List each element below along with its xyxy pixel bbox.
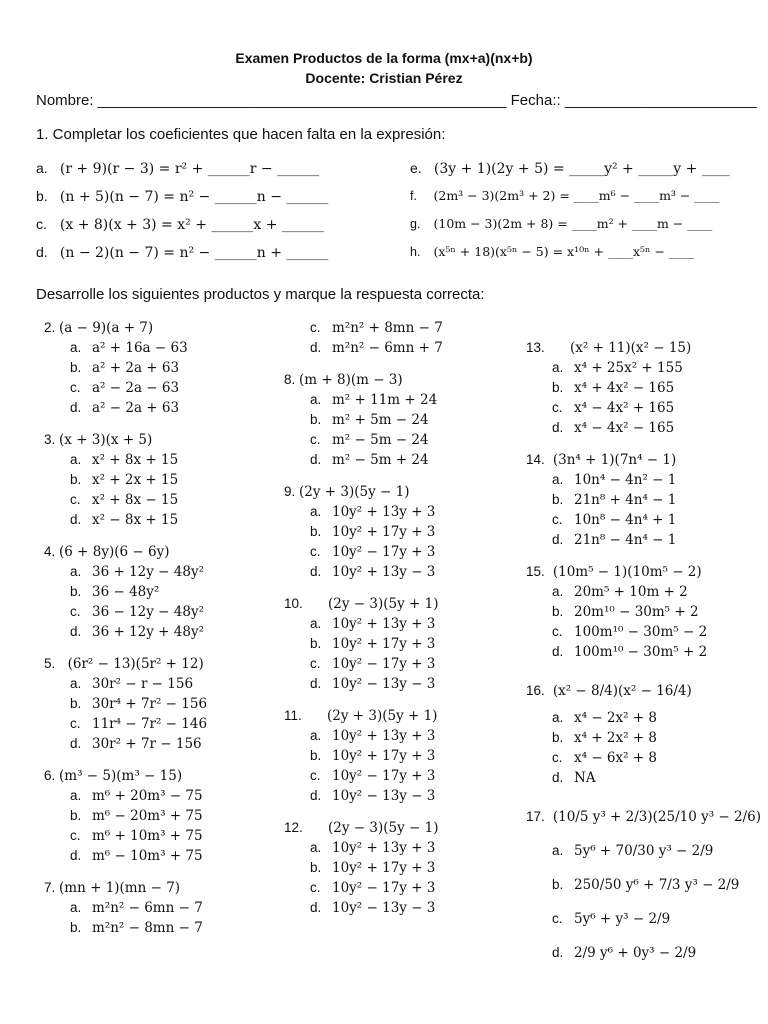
question-expression: (x² − 8/4)(x² − 16/4) [548,683,692,699]
option-label: a. [552,584,564,599]
answer-option[interactable] [526,530,761,550]
spacer [284,806,443,818]
answer-option[interactable] [44,490,207,510]
option-expression: 2/9 y⁶ + 0y³ − 2/9 [574,945,697,961]
option-expression: a² − 2a + 63 [92,400,180,416]
answer-option[interactable] [526,902,761,936]
option-label: d. [310,900,322,915]
answer-option[interactable] [284,726,443,746]
option-expression: x² + 8x + 15 [92,452,179,468]
option-label: c. [310,656,321,671]
question-number: 3. [44,432,56,447]
spacer [284,358,443,370]
answer-option[interactable] [526,868,761,902]
question-expression: (2y − 3)(5y + 1) [306,596,439,612]
option-label: c. [310,432,321,447]
answer-option[interactable] [44,562,207,582]
option-expression: 10y² − 13y − 3 [332,788,436,804]
question-expression: (a − 9)(a + 7) [59,320,154,336]
question-number: 9. [284,484,296,499]
answer-option[interactable] [44,846,207,866]
name-date-line: Nombre: _________________________________________________ Fecha:: _______________________ [36,92,757,109]
option-label: b. [70,808,82,823]
exam-title: Examen Productos de la forma (mx+a)(nx+b) [235,50,533,66]
option-label: a. [310,728,322,743]
question-number: 15. [526,564,545,579]
answer-option[interactable] [44,674,207,694]
answer-option[interactable] [526,602,761,622]
option-expression: 10n⁸ − 4n⁴ + 1 [574,512,677,528]
option-label: c. [70,380,81,395]
answer-option[interactable] [44,714,207,734]
option-expression: x⁴ − 2x² + 8 [574,710,658,726]
answer-option[interactable] [44,786,207,806]
section1-heading: 1. Completar los coeficientes que hacen falta en la expresión: [36,126,446,143]
option-expression: 10y² + 17y + 3 [332,860,436,876]
option-expression: m⁶ + 10m³ + 75 [92,828,203,844]
answer-option[interactable] [44,450,207,470]
answer-option[interactable] [44,806,207,826]
q1-item-d: d. (n − 2)(n − 7) = n² − ______n + ______ [36,244,329,261]
q1-item-g: g. (10m − 3)(2m + 8) = ____m² + ____m − ____ [410,216,713,231]
question-expression: (2y + 3)(5y − 1) [299,484,410,500]
answer-option[interactable] [44,470,207,490]
option-label: b. [310,748,322,763]
option-label: d. [310,788,322,803]
option-label: b. [310,636,322,651]
option-label: b. [70,696,82,711]
option-label: a. [310,392,322,407]
option-expression: m² + 11m + 24 [332,392,438,408]
question-number: 4. [44,544,56,559]
question-expression: (6r² − 13)(5r² + 12) [59,656,204,672]
answer-option[interactable] [284,430,443,450]
option-label: c. [70,828,81,843]
option-expression: m⁶ − 10m³ + 75 [92,848,203,864]
spacer [526,788,761,800]
answer-option[interactable] [284,898,443,918]
option-expression: 30r⁴ + 7r² − 156 [92,696,208,712]
option-expression: x² + 8x − 15 [92,492,179,508]
option-expression: 10y² − 17y + 3 [332,768,436,784]
question-expression: (m + 8)(m − 3) [299,372,403,388]
option-expression: m² − 5m + 24 [332,452,429,468]
option-expression: m²n² + 8mn − 7 [332,320,443,336]
answer-option[interactable] [44,378,207,398]
option-label: d. [70,400,82,415]
answer-option[interactable] [284,522,443,542]
option-label: b. [310,860,322,875]
teacher-name: Docente: Cristian Pérez [305,70,463,86]
question-header [284,370,443,390]
option-expression: 36 + 12y + 48y² [92,624,204,640]
question-expression: (2y + 3)(5y + 1) [305,708,438,724]
option-label: c. [552,400,563,415]
option-expression: x⁴ + 4x² − 165 [574,380,675,396]
option-label: d. [310,564,322,579]
question-header [526,800,761,834]
option-expression: 10y² − 13y − 3 [332,900,436,916]
blank-row [526,318,761,338]
answer-option[interactable] [526,378,761,398]
option-expression: 30r² − r − 156 [92,676,194,692]
option-expression: 10y² + 13y + 3 [332,728,436,744]
option-label: c. [552,750,563,765]
option-label: b. [70,584,82,599]
q1-item-f: f. (2m³ − 3)(2m³ + 2) = ____m⁶ − ____m³ − ____ [410,188,720,203]
option-label: c. [70,604,81,619]
question-expression: (10m⁵ − 1)(10m⁵ − 2) [548,564,702,580]
question-expression: (x² + 11)(x² − 15) [548,340,692,356]
question-expression: (6 + 8y)(6 − 6y) [59,544,170,560]
option-expression: 10y² + 17y + 3 [332,636,436,652]
option-label: b. [70,360,82,375]
answer-option[interactable] [284,338,443,358]
option-label: a. [552,843,564,858]
option-expression: 21n⁸ − 4n⁴ − 1 [574,532,677,548]
option-label: c. [552,911,563,926]
answer-option[interactable] [284,502,443,522]
question-header [284,706,443,726]
question-header [44,542,207,562]
spacer [44,418,207,430]
answer-option[interactable] [284,858,443,878]
option-label: a. [70,452,82,467]
spacer [526,550,761,562]
option-label: a. [310,840,322,855]
question-header [526,450,761,470]
answer-option[interactable] [44,622,207,642]
answer-option[interactable] [284,838,443,858]
spacer [44,754,207,766]
question-number: 10. [284,596,303,611]
option-label: d. [552,945,564,960]
question-expression: (mn + 1)(mn − 7) [59,880,181,896]
option-expression: a² + 16a − 63 [92,340,188,356]
question-header [44,654,207,674]
option-expression: m²n² − 6mn + 7 [332,340,443,356]
answer-option[interactable] [44,918,207,938]
option-label: d. [70,624,82,639]
option-label: d. [552,420,564,435]
option-expression: 10y² − 17y + 3 [332,656,436,672]
spacer [526,438,761,450]
question-number: 16. [526,683,545,698]
answer-option[interactable] [284,318,443,338]
answer-option[interactable] [284,674,443,694]
question-expression: (3n⁴ + 1)(7n⁴ − 1) [548,452,677,468]
question-column-3 [526,318,761,970]
answer-option[interactable] [526,748,761,768]
option-expression: x² + 2x + 15 [92,472,179,488]
answer-option[interactable] [284,450,443,470]
q1-item-b: b. (n + 5)(n − 7) = n² − ______n − ______ [36,188,329,205]
option-expression: 100m¹⁰ − 30m⁵ + 2 [574,644,708,660]
answer-option[interactable] [44,602,207,622]
answer-option[interactable] [44,510,207,530]
option-expression: 10y² − 13y − 3 [332,676,436,692]
answer-option[interactable] [526,642,761,662]
question-number: 11. [284,708,302,723]
answer-option[interactable] [44,734,207,754]
question-column-1 [44,318,207,938]
option-expression: 10y² + 17y + 3 [332,748,436,764]
option-expression: 36 − 12y − 48y² [92,604,204,620]
answer-option[interactable] [284,390,443,410]
option-label: c. [70,492,81,507]
question-header [526,338,761,358]
answer-option[interactable] [526,936,761,970]
q1-item-c: c. (x + 8)(x + 3) = x² + ______x + ______ [36,216,324,233]
question-number: 14. [526,452,545,467]
option-expression: 10y² + 17y + 3 [332,524,436,540]
question-number: 2. [44,320,56,335]
option-label: d. [70,512,82,527]
option-label: a. [552,472,564,487]
answer-option[interactable] [284,614,443,634]
answer-option[interactable] [526,582,761,602]
answer-option[interactable] [284,746,443,766]
question-number: 8. [284,372,296,387]
option-expression: 10y² − 17y + 3 [332,880,436,896]
answer-option[interactable] [284,542,443,562]
question-header [526,674,761,708]
question-header [526,562,761,582]
question-header [44,430,207,450]
answer-option[interactable] [526,708,761,728]
spacer [44,866,207,878]
option-label: d. [70,736,82,751]
question-number: 17. [526,809,545,824]
option-label: c. [310,880,321,895]
answer-option[interactable] [44,898,207,918]
answer-option[interactable] [44,694,207,714]
answer-option[interactable] [526,418,761,438]
answer-option[interactable] [526,622,761,642]
option-expression: 21n⁸ + 4n⁴ − 1 [574,492,677,508]
answer-option[interactable] [526,510,761,530]
option-expression: m² + 5m − 24 [332,412,429,428]
option-label: d. [310,452,322,467]
option-label: c. [310,768,321,783]
option-label: d. [310,340,322,355]
q1-item-a: a. (r + 9)(r − 3) = r² + ______r − ______ [36,160,320,177]
question-header [284,482,443,502]
question-expression: (x + 3)(x + 5) [59,432,153,448]
option-expression: m² − 5m − 24 [332,432,429,448]
option-expression: m⁶ − 20m³ + 75 [92,808,203,824]
option-label: d. [70,848,82,863]
answer-option[interactable] [526,470,761,490]
option-expression: 250/50 y⁶ + 7/3 y³ − 2/9 [574,877,740,893]
option-expression: x⁴ − 4x² − 165 [574,420,675,436]
option-label: a. [552,360,564,375]
option-expression: 10y² + 13y + 3 [332,616,436,632]
question-header [44,878,207,898]
option-expression: m²n² − 8mn − 7 [92,920,203,936]
option-expression: 20m⁵ + 10m + 2 [574,584,688,600]
question-number: 6. [44,768,56,783]
spacer [284,582,443,594]
answer-option[interactable] [526,768,761,788]
spacer [284,694,443,706]
section2-heading: Desarrolle los siguientes productos y marque la respuesta correcta: [36,286,485,303]
option-label: b. [70,920,82,935]
option-label: a. [70,788,82,803]
answer-option[interactable] [44,826,207,846]
question-header [44,318,207,338]
answer-option[interactable] [44,358,207,378]
option-label: a. [70,340,82,355]
option-label: b. [552,380,564,395]
answer-option[interactable] [526,490,761,510]
question-number: 7. [44,880,56,895]
spacer [526,662,761,674]
answer-option[interactable] [526,834,761,868]
option-expression: x² − 8x + 15 [92,512,179,528]
option-label: d. [552,644,564,659]
question-header [44,766,207,786]
option-label: b. [552,492,564,507]
answer-option[interactable] [284,654,443,674]
question-number: 13. [526,340,545,355]
option-expression: 20m¹⁰ − 30m⁵ + 2 [574,604,699,620]
option-expression: 10y² − 17y + 3 [332,544,436,560]
question-expression: (2y − 3)(5y − 1) [306,820,439,836]
option-expression: 10n⁴ − 4n² − 1 [574,472,677,488]
option-expression: x⁴ − 6x² + 8 [574,750,658,766]
option-expression: x⁴ + 25x² + 155 [574,360,683,376]
option-expression: 11r⁴ − 7r² − 146 [92,716,208,732]
q1-item-e: e. (3y + 1)(2y + 5) = _____y² + _____y + ____ [410,160,730,177]
answer-option[interactable] [284,766,443,786]
option-expression: a² − 2a − 63 [92,380,180,396]
option-label: b. [310,412,322,427]
option-label: a. [310,504,322,519]
spacer [44,642,207,654]
answer-option[interactable] [284,634,443,654]
option-label: c. [310,544,321,559]
option-expression: 10y² + 13y + 3 [332,840,436,856]
answer-option[interactable] [284,878,443,898]
option-expression: x⁴ + 2x² + 8 [574,730,658,746]
option-label: b. [552,604,564,619]
option-expression: 30r² + 7r − 156 [92,736,202,752]
option-expression: 36 + 12y − 48y² [92,564,204,580]
option-label: c. [310,320,321,335]
option-expression: m²n² − 6mn − 7 [92,900,203,916]
answer-option[interactable] [526,358,761,378]
option-label: a. [552,710,564,725]
option-label: c. [70,716,81,731]
answer-option[interactable] [284,562,443,582]
option-label: c. [552,512,563,527]
question-number: 12. [284,820,303,835]
option-label: d. [310,676,322,691]
answer-option[interactable] [526,728,761,748]
answer-option[interactable] [284,410,443,430]
question-number: 5. [44,656,56,671]
option-label: d. [552,532,564,547]
option-expression: 5y⁶ + 70/30 y³ − 2/9 [574,843,714,859]
option-label: a. [310,616,322,631]
answer-option[interactable] [44,582,207,602]
option-expression: NA [574,770,596,786]
option-expression: a² + 2a + 63 [92,360,180,376]
option-label: b. [70,472,82,487]
option-expression: m⁶ + 20m³ − 75 [92,788,203,804]
option-label: a. [70,564,82,579]
option-expression: x⁴ − 4x² + 165 [574,400,675,416]
option-expression: 36 − 48y² [92,584,160,600]
answer-option[interactable] [284,786,443,806]
option-label: d. [552,770,564,785]
option-expression: 10y² + 13y − 3 [332,564,436,580]
question-expression: (10/5 y³ + 2/3)(25/10 y³ − 2/6) [548,809,762,825]
option-label: c. [552,624,563,639]
option-label: b. [552,877,564,892]
option-expression: 100m¹⁰ − 30m⁵ − 2 [574,624,708,640]
question-header [284,594,443,614]
spacer [44,530,207,542]
option-label: b. [310,524,322,539]
question-column-2 [284,318,443,918]
answer-option[interactable] [526,398,761,418]
option-expression: 10y² + 13y + 3 [332,504,436,520]
option-label: b. [552,730,564,745]
option-expression: 5y⁶ + y³ − 2/9 [574,911,671,927]
question-header [284,818,443,838]
answer-option[interactable] [44,338,207,358]
option-label: a. [70,900,82,915]
spacer [284,470,443,482]
answer-option[interactable] [44,398,207,418]
option-label: a. [70,676,82,691]
question-expression: (m³ − 5)(m³ − 15) [59,768,183,784]
q1-item-h: h. (x⁵ⁿ + 18)(x⁵ⁿ − 5) = x¹⁰ⁿ + ____x⁵ⁿ − ____ [410,244,694,259]
